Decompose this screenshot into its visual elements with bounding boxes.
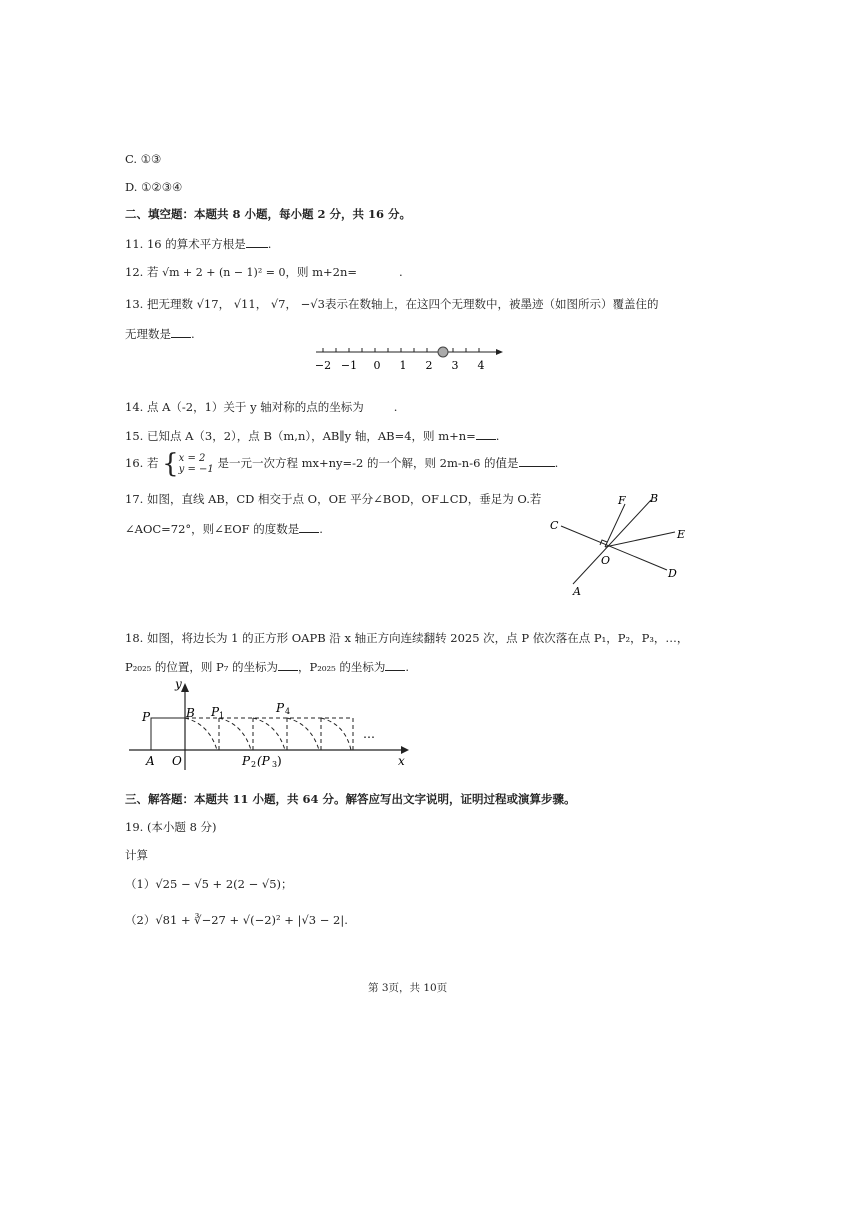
label-e: E (677, 528, 686, 541)
question-12: 12. 若 √m + 2 + (n − 1)² = 0，则 m+2n= . (125, 265, 403, 279)
label-p3: (P (257, 754, 270, 768)
label-p2: P (242, 754, 251, 768)
answer-blank (278, 659, 298, 671)
label-a: A (146, 754, 155, 768)
question-19-title: 19. (本小题 8 分) (125, 820, 217, 834)
section-3-heading: 三、解答题：本题共 11 小题，共 64 分。解答应写出文字说明，证明过程或演算步骤。 (125, 792, 576, 806)
answer-blank (246, 236, 268, 248)
question-16: 16. 若 {x = 2 y = −1 是一元一次方程 mx+ny=-2 的一个解，则 2m-n-6 的值是 . (125, 449, 559, 479)
answer-blank (476, 428, 496, 440)
axis-label: −1 (340, 359, 358, 372)
question-19-instruction: 计算 (125, 848, 148, 862)
question-18-line1: 18. 如图，将边长为 1 的正方形 OAPB 沿 x 轴正方向连续翻转 2025 次，点 P 依次落在点 P₁，P₂，P₃，…， (125, 631, 689, 645)
q19-part2-expression: √81 + ∛−27 + √(−2)² + |√3 − 2|. (155, 913, 348, 927)
q11-text: 11. 16 的算术平方根是 (125, 237, 246, 251)
label-p: P (142, 710, 151, 724)
y-arrow-icon (181, 683, 189, 692)
label-p4: P (276, 701, 285, 715)
label-a: A (573, 585, 581, 598)
question-11: 11. 16 的算术平方根是 . (125, 237, 272, 251)
answer-blank (519, 455, 555, 467)
question-18-line2: P₂₀₂₅ 的位置，则 P₇ 的坐标为 ，P₂₀₂₅ 的坐标为 . (125, 660, 409, 674)
answer-blank (299, 521, 319, 533)
question-15: 15. 已知点 A（3，2），点 B（m,n），AB∥y 轴，AB=4，则 m+n= . (125, 429, 500, 443)
axis-label: 0 (373, 359, 381, 372)
label-o: O (172, 754, 182, 768)
label-p3-sub: 3 (272, 760, 278, 769)
ink-blot (438, 347, 448, 357)
section-2-heading: 二、填空题：本题共 8 小题，每小题 2 分，共 16 分。 (125, 207, 412, 221)
axis-label: 4 (477, 359, 485, 372)
label-x: x (398, 754, 405, 768)
square-oapb (151, 718, 185, 750)
label-ellipsis: … (363, 727, 375, 741)
label-b: B (186, 706, 195, 720)
question-17-line1: 17. 如图，直线 AB，CD 相交于点 O，OE 平分∠BOD，OF⊥CD，垂足为 O.若 (125, 492, 542, 506)
equation-system: x = 2 y = −1 (178, 453, 214, 475)
q12-expression: √m + 2 + (n − 1)² = 0 (162, 266, 286, 279)
page-footer: 第 3页，共 10页 (368, 982, 448, 994)
x-arrow-icon (401, 746, 409, 754)
square-flip-figure (125, 680, 415, 775)
axis-label: 1 (399, 359, 407, 372)
question-19-part2: （2）√81 + ∛−27 + √(−2)² + |√3 − 2|. (125, 913, 348, 927)
q13-number-1: √17 (196, 297, 219, 311)
angle-figure (545, 488, 695, 600)
label-p1: P (211, 705, 220, 719)
label-d: D (668, 567, 677, 580)
q13-number-4: −√3 (300, 297, 325, 311)
number-line-figure (310, 342, 510, 376)
label-p2-sub: 2 (251, 760, 257, 769)
q13-number-3: √7 (270, 297, 286, 311)
brace-icon: { (162, 449, 179, 479)
q13-line2: 无理数是 . (125, 327, 195, 341)
axis-label: 3 (451, 359, 459, 372)
question-14: 14. 点 A（-2，1）关于 y 轴对称的点的坐标为 . (125, 400, 398, 414)
label-c: C (550, 519, 559, 532)
label-close: ) (277, 754, 282, 768)
q13-number-2: √11 (233, 297, 256, 311)
arrow-icon (496, 349, 503, 355)
answer-blank (385, 659, 405, 671)
question-19-part1: （1）√25 − √5 + 2(2 − √5)； (125, 877, 293, 891)
label-p4-sub: 4 (285, 707, 291, 716)
label-p1-sub: 1 (219, 711, 225, 720)
option-c: C. ①③ (125, 152, 162, 166)
axis-label: −2 (314, 359, 332, 372)
label-f: F (618, 494, 626, 507)
label-o: O (601, 554, 611, 567)
label-y: y (175, 680, 182, 691)
question-17-line2: ∠AOC=72°，则∠EOF 的度数是 . (125, 522, 323, 536)
ray-of (605, 504, 625, 547)
axis-label: 2 (425, 359, 433, 372)
ray-oe (605, 532, 675, 547)
q19-part1-expression: √25 − √5 + 2(2 − √5)； (155, 877, 293, 891)
line-cd (561, 526, 667, 570)
option-d: D. ①②③④ (125, 180, 183, 194)
dashed-squares (185, 718, 353, 750)
answer-blank (171, 326, 191, 338)
number-line-ticks (323, 348, 479, 352)
question-13: 13. 把无理数 √17， √11， √7， −√3表示在数轴上，在这四个无理数中，被墨迹（如图所示）覆盖住的 (125, 297, 659, 311)
line-ab (573, 500, 651, 584)
label-b: B (650, 492, 659, 505)
